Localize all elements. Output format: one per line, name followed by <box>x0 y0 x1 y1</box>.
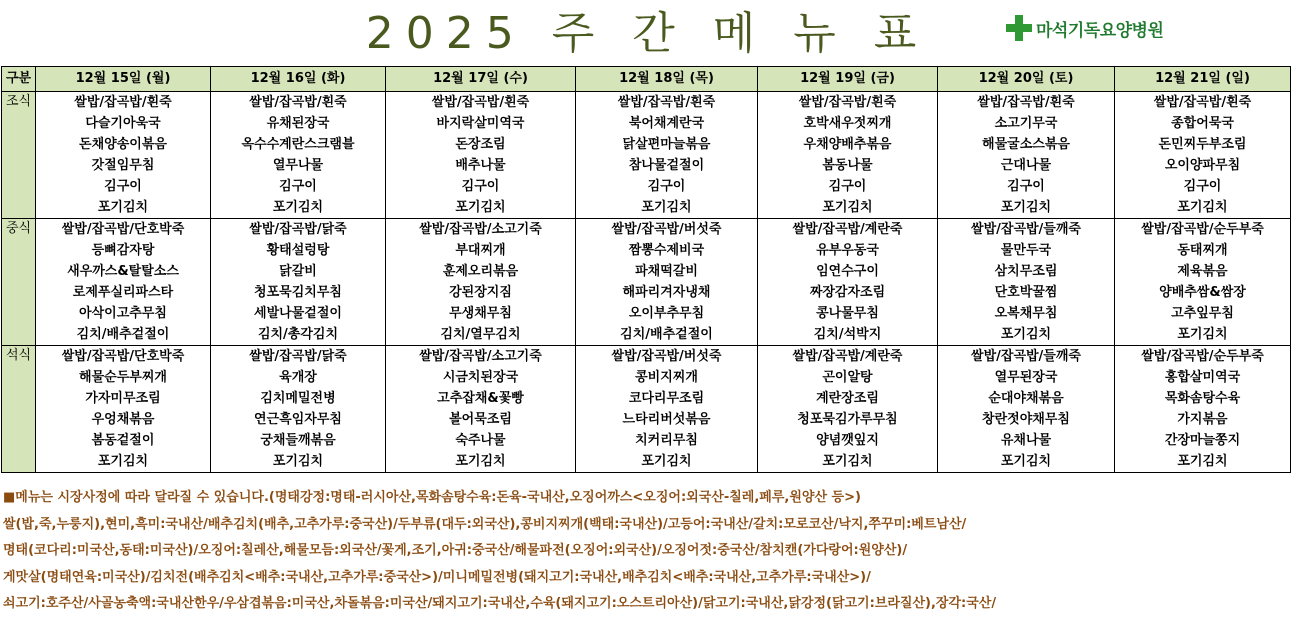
menu-item: 등뼈감자탕 <box>36 240 211 261</box>
menu-row <box>2 430 1291 451</box>
menu-item: 쌀밥/잡곡밥/닭죽 <box>211 219 386 241</box>
menu-item: 김구이 <box>576 176 758 197</box>
menu-item: 쌀밥/잡곡밥/들깨죽 <box>938 346 1115 368</box>
menu-item: 배추나물 <box>386 155 576 176</box>
menu-item: 오이부추무침 <box>576 303 758 324</box>
menu-item: 오이양파무침 <box>1115 155 1291 176</box>
menu-item: 김치/열무김치 <box>386 324 576 346</box>
menu-item: 오복채무침 <box>938 303 1115 324</box>
day-header: 12월 15일 (월) <box>36 67 211 92</box>
menu-item: 포기김치 <box>1115 324 1291 346</box>
menu-item: 목화솜탕수육 <box>1115 388 1291 409</box>
menu-item: 콩나물무침 <box>758 303 938 324</box>
menu-item: 김구이 <box>386 176 576 197</box>
menu-row <box>2 155 1291 176</box>
menu-row <box>2 324 1291 346</box>
menu-row <box>2 388 1291 409</box>
menu-item: 아삭이고추무침 <box>36 303 211 324</box>
menu-item: 청포묵김치무침 <box>211 282 386 303</box>
weekly-menu-table <box>1 66 1291 473</box>
page-title: 2025 주 간 메 뉴 표 <box>365 8 929 59</box>
menu-item: 포기김치 <box>36 197 211 219</box>
menu-item: 쌀밥/잡곡밥/계란죽 <box>758 346 938 368</box>
menu-item: 동태찌개 <box>1115 240 1291 261</box>
menu-item: 고추잡채&꽃빵 <box>386 388 576 409</box>
menu-item: 다슬기아욱국 <box>36 113 211 134</box>
menu-item: 순대야채볶음 <box>938 388 1115 409</box>
menu-item: 파채떡갈비 <box>576 261 758 282</box>
menu-item: 곤이알탕 <box>758 367 938 388</box>
menu-item: 갓절임무침 <box>36 155 211 176</box>
menu-item: 돈민찌두부조림 <box>1115 134 1291 155</box>
note-line: 게맛살(명태연육:미국산)/김치전(배추김치<배추:국내산,고추가루:중국산>)/미니메밀전병(돼지고기:국내산,배추김치<배추:국내산,고추가루:국내산>)/ <box>3 569 871 585</box>
menu-item: 봄동나물 <box>758 155 938 176</box>
menu-item: 해물굴소스볶음 <box>938 134 1115 155</box>
note-line: 쇠고기:호주산/사골농축액:국내산한우/우삼겹볶음:미국산,차돌볶음:미국산/돼지고기:국내산,수육(돼지고기:오스트리아산)/닭고기:국내산,닭강정(닭고기:브라질산),장각:국산/ <box>3 596 997 611</box>
menu-item: 물만두국 <box>938 240 1115 261</box>
menu-item: 쌀밥/잡곡밥/흰죽 <box>36 92 211 114</box>
menu-item: 홍합살미역국 <box>1115 367 1291 388</box>
menu-item: 쌀밥/잡곡밥/흰죽 <box>758 92 938 114</box>
menu-item: 김구이 <box>938 176 1115 197</box>
menu-item: 포기김치 <box>386 451 576 473</box>
menu-item: 황태설렁탕 <box>211 240 386 261</box>
menu-item: 세발나물겉절이 <box>211 303 386 324</box>
menu-item: 북어채계란국 <box>576 113 758 134</box>
menu-item: 쌀밥/잡곡밥/순두부죽 <box>1115 219 1291 241</box>
menu-item: 쌀밥/잡곡밥/소고기죽 <box>386 219 576 241</box>
note-line: 쌀(밥,죽,누룽지),현미,흑미:국내산/배추김치(배추,고추가루:중국산)/두부류(대두:외국산),콩비지찌개(백태:국내산)/고등어:국내산/갈치:모로코산/낙지,쭈꾸미:베트남산/ <box>3 516 967 532</box>
menu-item: 우채양배추볶음 <box>758 134 938 155</box>
menu-item: 제육볶음 <box>1115 261 1291 282</box>
menu-row <box>2 219 1291 241</box>
menu-item: 단호박꿀찜 <box>938 282 1115 303</box>
menu-item: 임연수구이 <box>758 261 938 282</box>
menu-item: 가자미무조림 <box>36 388 211 409</box>
menu-item: 김구이 <box>1115 176 1291 197</box>
day-header: 12월 19일 (금) <box>758 67 938 92</box>
hospital-name: 마석기독요양병원 <box>1036 20 1164 41</box>
menu-item: 쌀밥/잡곡밥/흰죽 <box>211 92 386 114</box>
menu-item: 창란젓야채무침 <box>938 409 1115 430</box>
menu-item: 돈장조림 <box>386 134 576 155</box>
menu-item: 포기김치 <box>938 324 1115 346</box>
menu-item: 해물순두부찌개 <box>36 367 211 388</box>
menu-item: 포기김치 <box>386 197 576 219</box>
menu-item: 김치메밀전병 <box>211 388 386 409</box>
meal-label: 조식 <box>2 92 36 219</box>
menu-item: 김구이 <box>211 176 386 197</box>
menu-item: 로제푸실리파스타 <box>36 282 211 303</box>
menu-item: 김치/배추겉절이 <box>576 324 758 346</box>
menu-row <box>2 303 1291 324</box>
meal-label: 중식 <box>2 219 36 346</box>
menu-item: 소고기무국 <box>938 113 1115 134</box>
menu-item: 강된장지짐 <box>386 282 576 303</box>
menu-item: 양념깻잎지 <box>758 430 938 451</box>
menu-item: 양배추쌈&쌈장 <box>1115 282 1291 303</box>
hospital-logo <box>1006 12 1163 44</box>
menu-item: 김구이 <box>758 176 938 197</box>
menu-item: 쌀밥/잡곡밥/흰죽 <box>386 92 576 114</box>
menu-item: 쌀밥/잡곡밥/흰죽 <box>576 92 758 114</box>
menu-item: 훈제오리볶음 <box>386 261 576 282</box>
menu-item: 쌀밥/잡곡밥/버섯죽 <box>576 346 758 368</box>
menu-item: 해파리겨자냉채 <box>576 282 758 303</box>
menu-item: 무생채무침 <box>386 303 576 324</box>
menu-item: 옥수수계란스크램블 <box>211 134 386 155</box>
menu-item: 유부우동국 <box>758 240 938 261</box>
menu-item: 쌀밥/잡곡밥/들깨죽 <box>938 219 1115 241</box>
menu-item: 연근흑임자무침 <box>211 409 386 430</box>
meal-label: 석식 <box>2 346 36 473</box>
corner-label: 구분 <box>2 67 36 92</box>
menu-item: 호박새우젓찌개 <box>758 113 938 134</box>
menu-item: 우엉채볶음 <box>36 409 211 430</box>
menu-item: 쌀밥/잡곡밥/흰죽 <box>1115 92 1291 114</box>
menu-item: 육개장 <box>211 367 386 388</box>
menu-item: 짬뽕수제비국 <box>576 240 758 261</box>
menu-item: 쌀밥/잡곡밥/단호박죽 <box>36 346 211 368</box>
day-header: 12월 20일 (토) <box>938 67 1115 92</box>
menu-item: 닭갈비 <box>211 261 386 282</box>
menu-row <box>2 346 1291 368</box>
menu-item: 쌀밥/잡곡밥/순두부죽 <box>1115 346 1291 368</box>
menu-item: 쌀밥/잡곡밥/버섯죽 <box>576 219 758 241</box>
menu-item: 삼치무조림 <box>938 261 1115 282</box>
menu-item: 볼어묵조림 <box>386 409 576 430</box>
menu-item: 포기김치 <box>938 451 1115 473</box>
menu-row <box>2 451 1291 473</box>
menu-item: 참나물겉절이 <box>576 155 758 176</box>
menu-item: 바지락살미역국 <box>386 113 576 134</box>
menu-item: 포기김치 <box>1115 197 1291 219</box>
menu-item: 김치/배추겉절이 <box>36 324 211 346</box>
menu-row <box>2 197 1291 219</box>
menu-item: 돈채양송이볶음 <box>36 134 211 155</box>
menu-item: 청포묵김가루무침 <box>758 409 938 430</box>
day-header: 12월 16일 (화) <box>211 67 386 92</box>
menu-item: 고추잎무침 <box>1115 303 1291 324</box>
menu-row <box>2 409 1291 430</box>
menu-item: 새우까스&탈탈소스 <box>36 261 211 282</box>
menu-item: 포기김치 <box>36 451 211 473</box>
menu-row <box>2 92 1291 114</box>
header-row <box>2 67 1291 92</box>
menu-item: 시금치된장국 <box>386 367 576 388</box>
day-header: 12월 21일 (일) <box>1115 67 1291 92</box>
menu-row <box>2 282 1291 303</box>
menu-item: 가지볶음 <box>1115 409 1291 430</box>
menu-item: 포기김치 <box>211 451 386 473</box>
menu-item: 간장마늘쫑지 <box>1115 430 1291 451</box>
menu-item: 쌀밥/잡곡밥/단호박죽 <box>36 219 211 241</box>
menu-item: 치커리무침 <box>576 430 758 451</box>
menu-item: 김치/석박지 <box>758 324 938 346</box>
menu-item: 유채나물 <box>938 430 1115 451</box>
menu-item: 궁채들깨볶음 <box>211 430 386 451</box>
menu-item: 포기김치 <box>1115 451 1291 473</box>
menu-row <box>2 176 1291 197</box>
menu-item: 숙주나물 <box>386 430 576 451</box>
menu-item: 부대찌개 <box>386 240 576 261</box>
menu-row <box>2 240 1291 261</box>
menu-item: 쌀밥/잡곡밥/계란죽 <box>758 219 938 241</box>
menu-row <box>2 261 1291 282</box>
menu-row <box>2 113 1291 134</box>
day-header: 12월 17일 (수) <box>386 67 576 92</box>
menu-item: 포기김치 <box>758 451 938 473</box>
menu-item: 포기김치 <box>938 197 1115 219</box>
menu-item: 종합어묵국 <box>1115 113 1291 134</box>
note-line: 명태(코다리:미국산,동태:미국산)/오징어:칠레산,해물모듬:외국산/꽃게,조기,아귀:중국산/해물파전(오징어:외국산)/오징어젓:중국산/참치캔(가다랑어:원양산)/ <box>3 543 908 558</box>
menu-item: 근대나물 <box>938 155 1115 176</box>
menu-row <box>2 367 1291 388</box>
menu-item: 쌀밥/잡곡밥/닭죽 <box>211 346 386 368</box>
menu-item: 콩비지찌개 <box>576 367 758 388</box>
menu-item: 느타리버섯볶음 <box>576 409 758 430</box>
menu-item: 짜장감자조림 <box>758 282 938 303</box>
notes-section <box>3 488 1293 621</box>
menu-row <box>2 134 1291 155</box>
menu-item: 쌀밥/잡곡밥/소고기죽 <box>386 346 576 368</box>
menu-item: 계란장조림 <box>758 388 938 409</box>
green-cross-icon <box>1006 15 1032 41</box>
menu-item: 닭살편마늘볶음 <box>576 134 758 155</box>
day-header: 12월 18일 (목) <box>576 67 758 92</box>
menu-item: 포기김치 <box>576 197 758 219</box>
menu-item: 포기김치 <box>758 197 938 219</box>
menu-item: 열무나물 <box>211 155 386 176</box>
menu-item: 코다리무조림 <box>576 388 758 409</box>
menu-item: 유채된장국 <box>211 113 386 134</box>
menu-item: 열무된장국 <box>938 367 1115 388</box>
note-line: ■메뉴는 시장사정에 따라 달라질 수 있습니다.(명태강정:명태-러시아산,목화솜탕수육:돈육-국내산,오징어까스<오징어:외국산-칠레,페루,원양산 등>) <box>3 490 861 505</box>
menu-item: 김구이 <box>36 176 211 197</box>
menu-item: 봄동겉절이 <box>36 430 211 451</box>
menu-item: 쌀밥/잡곡밥/흰죽 <box>938 92 1115 114</box>
menu-item: 김치/총각김치 <box>211 324 386 346</box>
menu-item: 포기김치 <box>211 197 386 219</box>
menu-item: 포기김치 <box>576 451 758 473</box>
